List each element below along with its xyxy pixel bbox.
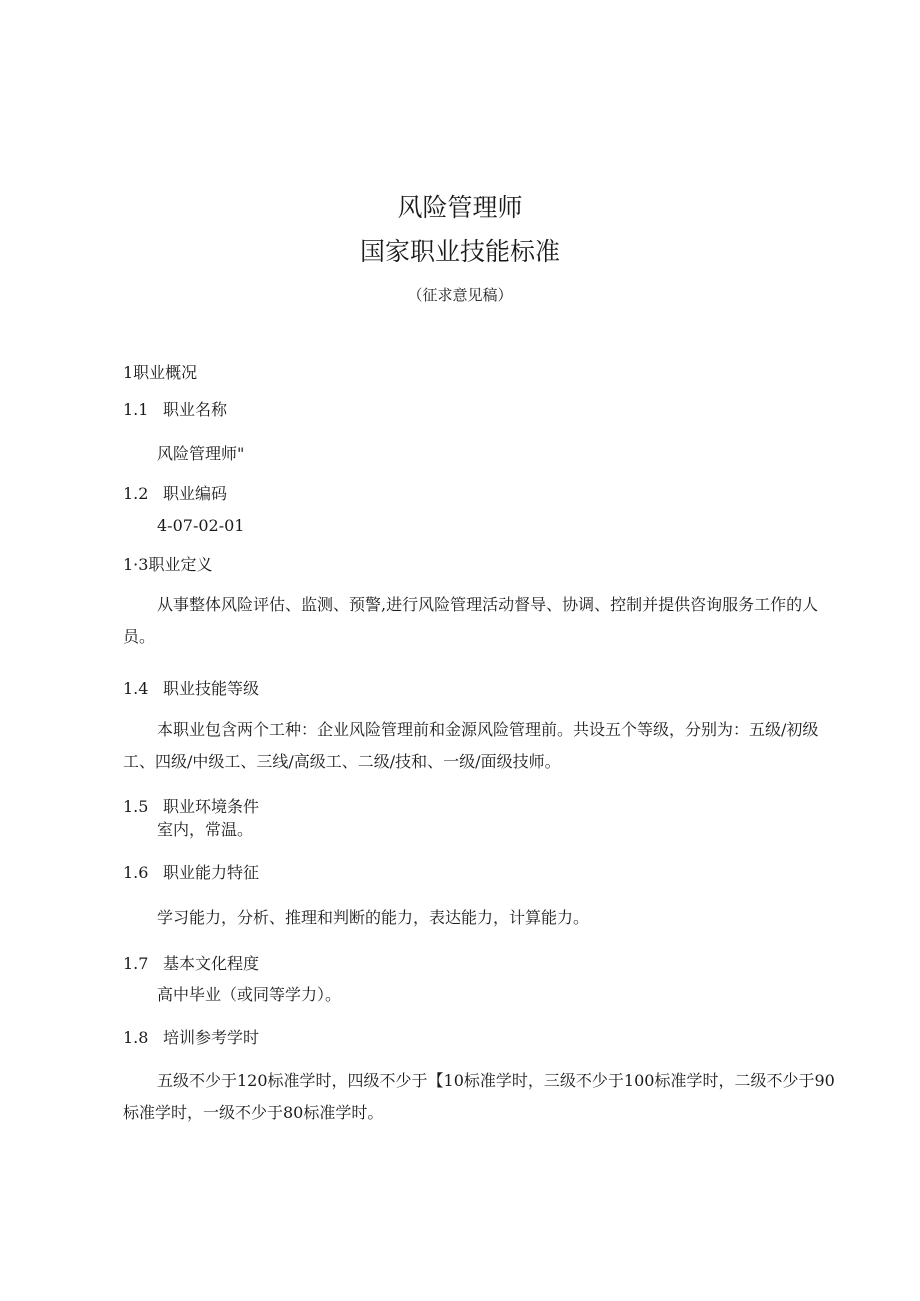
section-label: 职业技能等级 <box>163 679 260 698</box>
section-1-6-content: 学习能力，分析、推理和判断的能力，表达能力，计算能力。 <box>157 908 590 927</box>
section-number: 1.5 <box>123 797 149 816</box>
section-number: 1.4 <box>123 679 149 698</box>
doc-subtitle: （征求意见稿） <box>407 286 513 304</box>
section-1-2-content: 4-07-02-01 <box>157 516 245 535</box>
section-label: 职业编码 <box>163 484 228 503</box>
section-1-8-content: 五级不少于120标准学时，四级不少于【10标准学时，三级不少于100标准学时，二级不少于90标准学时，一级不少于80标准学时。 <box>123 1071 835 1122</box>
section-1-4-content: 本职业包含两个工种：企业风险管理前和金源风险管理前。共设五个等级，分别为：五级/初级工、四级/中级工、三线/高级工、二级/技和、一级/面级技师。 <box>123 720 819 771</box>
section-label: 职业环境条件 <box>163 797 260 816</box>
section-1-heading: 1职业概况 <box>123 363 198 382</box>
section-label: 培训参考学时 <box>163 1028 260 1047</box>
section-1-5-content: 室内，常温。 <box>157 820 254 839</box>
section-1-4-heading <box>123 676 259 699</box>
section-label: 职业能力特征 <box>163 863 260 882</box>
doc-title-line2: 国家职业技能标准 <box>359 237 560 266</box>
section-number: 1.6 <box>123 863 149 882</box>
section-label: 基本文化程度 <box>163 954 260 973</box>
section-1-2-heading <box>123 481 227 504</box>
section-1-5-heading <box>123 794 259 817</box>
section-1-7-content: 高中毕业（或同等学力）。 <box>157 985 342 1004</box>
doc-title-line1: 风险管理师 <box>397 193 523 222</box>
section-label: 职业名称 <box>163 400 228 419</box>
section-1-1-content: 风险管理师" <box>157 444 245 463</box>
section-1-3-heading: 1·3职业定义 <box>123 555 213 574</box>
section-number: 1.2 <box>123 484 149 503</box>
section-1-8-heading <box>123 1025 259 1048</box>
section-1-3-content: 从事整体风险评估、监测、预警,进行风险管理活动督导、协调、控制并提供咨询服务工作的人员。 <box>123 595 819 646</box>
section-number: 1.1 <box>123 400 149 419</box>
section-number: 1.8 <box>123 1028 149 1047</box>
section-1-7-heading <box>123 951 259 974</box>
section-number: 1.7 <box>123 954 149 973</box>
section-1-6-heading <box>123 860 259 883</box>
section-1-1-heading <box>123 397 227 420</box>
